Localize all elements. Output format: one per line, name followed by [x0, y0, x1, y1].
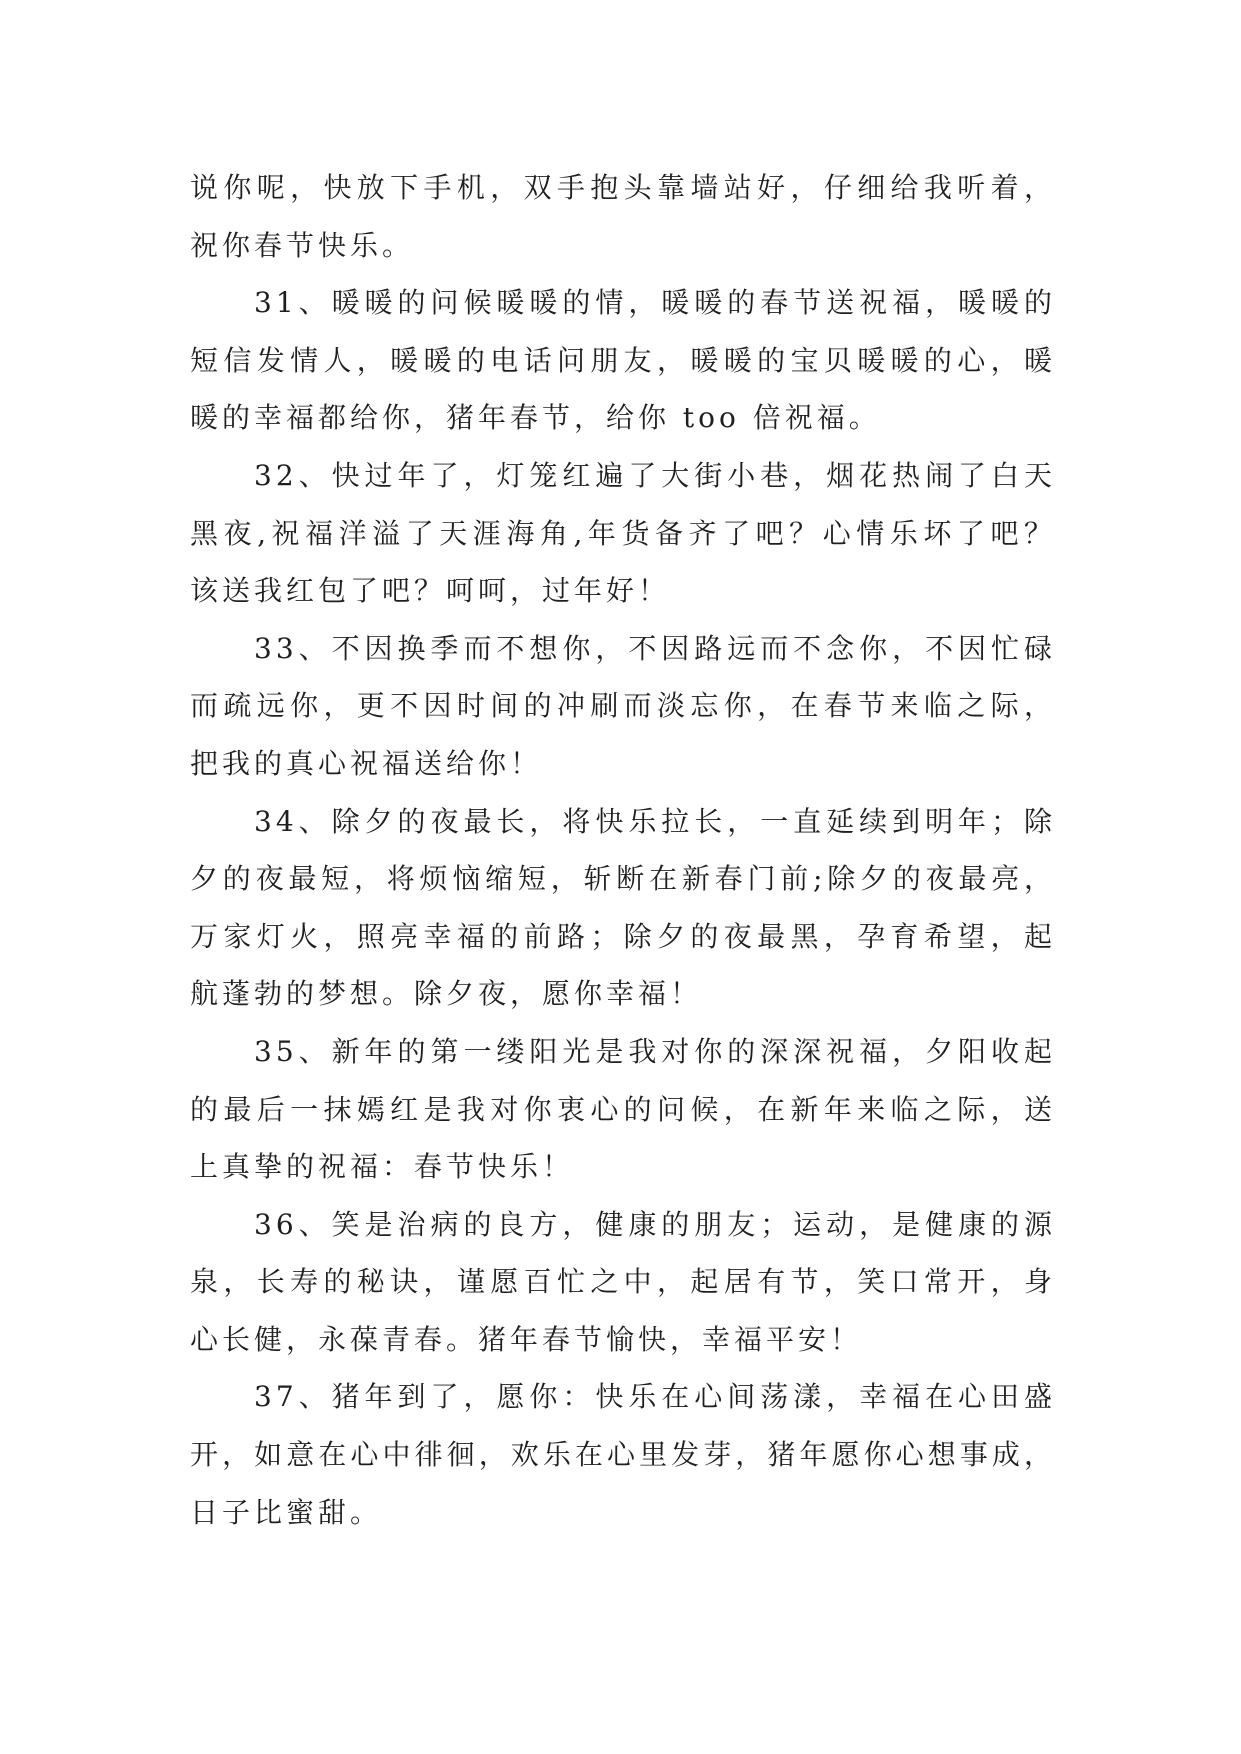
text-line: 黑夜,祝福洋溢了天涯海角,年货备齐了吧？心情乐坏了吧？ [190, 516, 1056, 550]
text-line: 日子比蜜甜。 [190, 1495, 383, 1529]
paragraph-31 [190, 274, 1056, 447]
paragraph-36 [190, 1196, 1056, 1369]
text-line: 而疏远你，更不因时间的冲刷而淡忘你，在春节来临之际， [190, 689, 1056, 723]
text-line: 夕的夜最短，将烦恼缩短，斩断在新春门前;除夕的夜最亮， [190, 862, 1056, 896]
text-line: 32、快过年了，灯笼红遍了大街小巷，烟花热闹了白天 [254, 458, 1056, 492]
text-line: 该送我红包了吧？呵呵，过年好！ [190, 574, 671, 608]
text-line: 把我的真心祝福送给你！ [190, 746, 543, 780]
text-line: 万家灯火，照亮幸福的前路；除夕的夜最黑，孕育希望，起 [190, 919, 1056, 953]
text-line: 31、暖暖的问候暖暖的情，暖暖的春节送祝福，暖暖的 [254, 286, 1056, 320]
text-line: 37、猪年到了，愿你：快乐在心间荡漾，幸福在心田盛 [254, 1380, 1056, 1414]
text-line: 35、新年的第一缕阳光是我对你的深深祝福，夕阳收起 [254, 1034, 1056, 1068]
text-line: 34、除夕的夜最长，将快乐拉长，一直延续到明年；除 [254, 804, 1056, 838]
text-line: 上真挚的祝福：春节快乐！ [190, 1150, 575, 1184]
text-line: 心长健，永葆青春。猪年春节愉快，幸福平安！ [190, 1322, 863, 1356]
text-line: 的最后一抹嫣红是我对你衷心的问候，在新年来临之际，送 [190, 1092, 1056, 1126]
text-line: 暖的幸福都给你，猪年春节，给你 too 倍祝福。 [190, 401, 881, 435]
text-line: 航蓬勃的梦想。除夕夜，愿你幸福！ [190, 977, 703, 1011]
text-line: 33、不因换季而不想你，不因路远而不念你，不因忙碌 [254, 631, 1056, 665]
paragraph-34 [190, 793, 1056, 1023]
text-line: 开，如意在心中徘徊，欢乐在心里发芽，猪年愿你心想事成， [190, 1438, 1056, 1472]
text-line: 祝你春节快乐。 [190, 228, 415, 262]
document-body [190, 159, 1056, 1541]
text-line: 短信发情人，暖暖的电话问朋友，暖暖的宝贝暖暖的心，暖 [190, 343, 1056, 377]
text-line: 泉，长寿的秘诀，谨愿百忙之中，起居有节，笑口常开，身 [190, 1265, 1056, 1299]
paragraph-33 [190, 620, 1056, 793]
text-line: 36、笑是治病的良方，健康的朋友；运动，是健康的源 [254, 1207, 1056, 1241]
paragraph-37 [190, 1368, 1056, 1541]
paragraph-35 [190, 1023, 1056, 1196]
text-line: 说你呢，快放下手机，双手抱头靠墙站好，仔细给我听着， [190, 171, 1056, 204]
paragraph-32 [190, 447, 1056, 620]
paragraph-continuation [190, 159, 1056, 274]
